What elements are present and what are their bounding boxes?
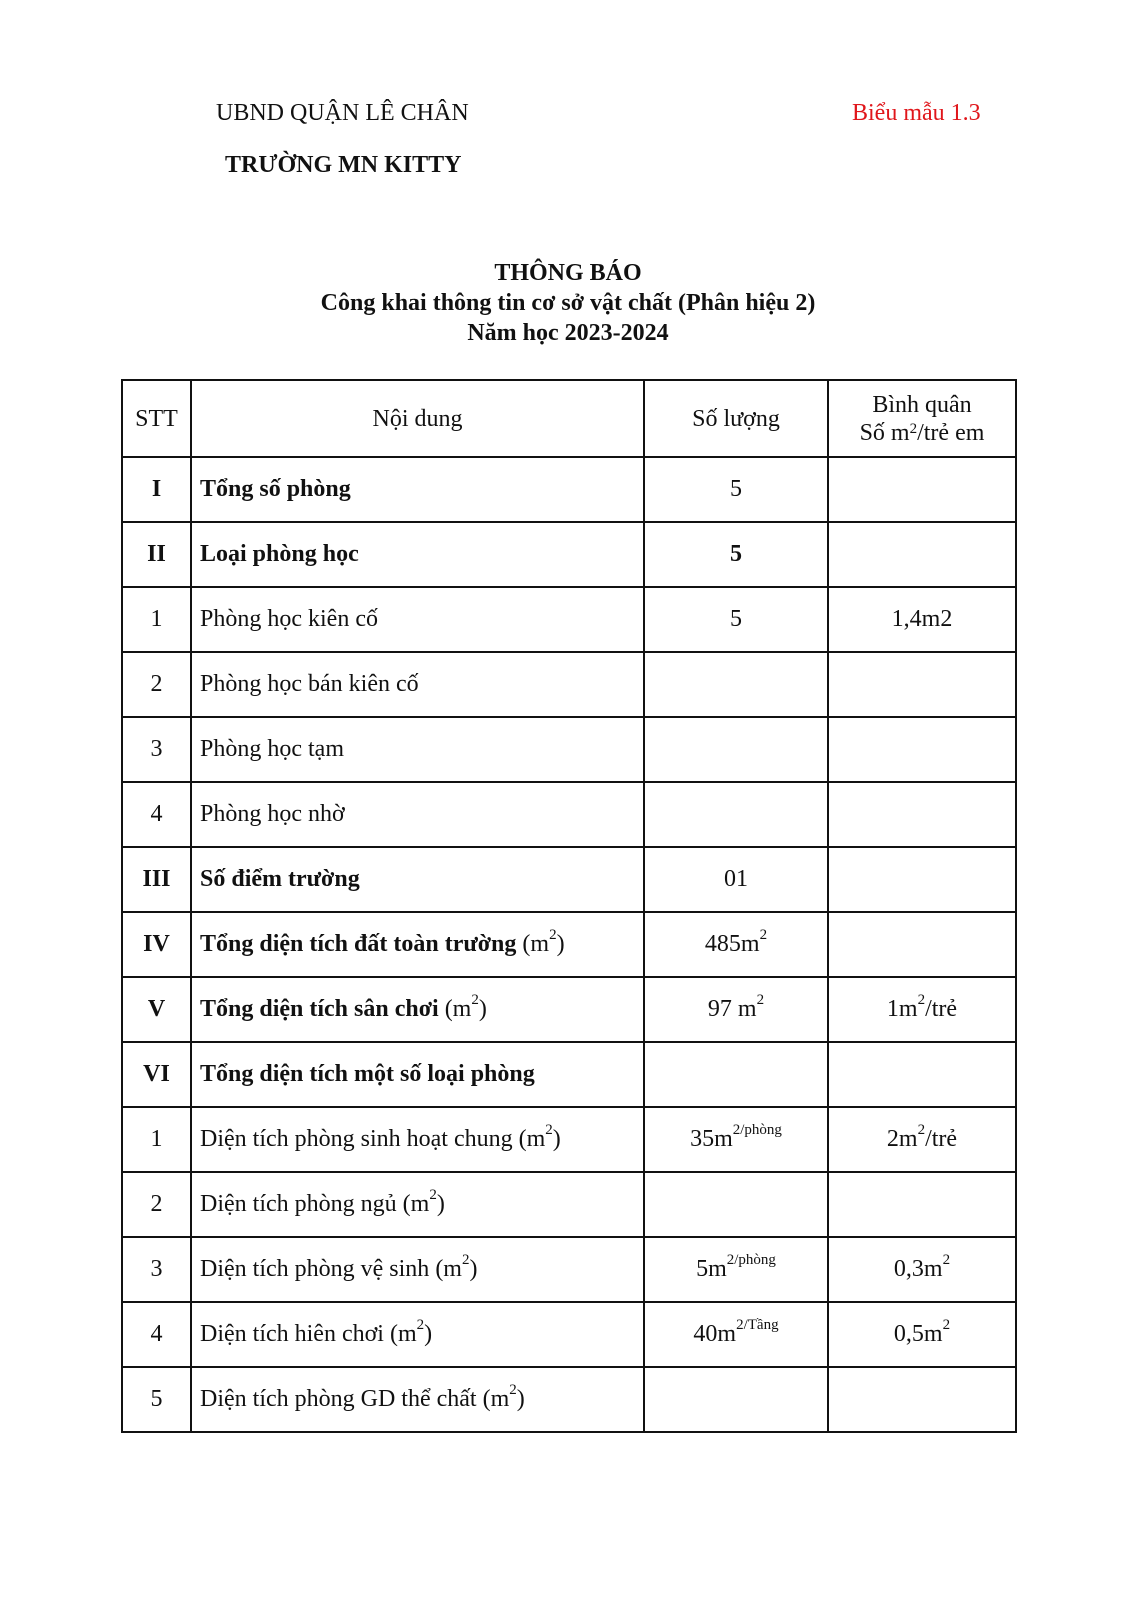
form-number: Biểu mẫu 1.3 <box>852 100 981 126</box>
content-unit: (m <box>438 996 472 1022</box>
school-year: Năm học 2023-2024 <box>467 320 669 346</box>
header-content: Nội dung <box>191 380 644 457</box>
row-average <box>828 1107 1016 1172</box>
row-quantity-value: 97 m <box>707 996 757 1022</box>
content-unit: (m <box>383 1321 417 1347</box>
content-unit-end: ) <box>436 1191 445 1217</box>
content-unit-end: ) <box>424 1321 433 1347</box>
row-content <box>191 652 644 717</box>
row-average-suffix: /trẻ <box>925 996 958 1022</box>
row-content <box>191 847 644 912</box>
content-main: Tổng diện tích sân chơi <box>200 996 439 1022</box>
content-main: Tổng diện tích một số loại phòng <box>200 1061 535 1087</box>
content-main: Phòng học kiên cố <box>200 606 378 632</box>
content-unit: (m <box>429 1256 462 1282</box>
row-quantity-sup: 2 <box>759 927 768 943</box>
content-unit-sup: 2 <box>471 992 479 1008</box>
content-unit-sup: 2 <box>416 1317 425 1333</box>
row-average-sup: 2 <box>917 1122 926 1138</box>
content-unit-end: ) <box>516 1386 525 1412</box>
row-average-value: 1,4m2 <box>891 606 953 632</box>
content-main: Phòng học bán kiên cố <box>200 671 419 697</box>
row-content <box>191 1237 644 1302</box>
row-average-sup: 2 <box>942 1317 951 1333</box>
content-unit-sup: 2 <box>549 927 557 943</box>
row-stt: III <box>122 847 191 912</box>
row-stt: VI <box>122 1042 191 1107</box>
header-average <box>828 380 1016 457</box>
header-quantity: Số lượng <box>644 380 828 457</box>
row-quantity <box>644 977 828 1042</box>
row-average-value: 0,5m <box>893 1321 943 1347</box>
row-average-sup: 2 <box>942 1252 951 1268</box>
row-quantity <box>644 717 828 782</box>
row-stt: 3 <box>122 1237 191 1302</box>
content-main: Số điểm trường <box>200 866 360 892</box>
row-average <box>828 977 1016 1042</box>
row-content <box>191 1172 644 1237</box>
content-main: Loại phòng học <box>200 541 359 567</box>
doc-subtitle: Công khai thông tin cơ sở vật chất (Phân hiệu 2) <box>320 290 816 316</box>
row-stt: 1 <box>122 587 191 652</box>
header-average-pre: Số m <box>859 419 910 446</box>
row-quantity <box>644 1107 828 1172</box>
row-quantity-value: 5 <box>730 606 742 632</box>
content-unit-sup: 2 <box>461 1252 470 1268</box>
row-quantity <box>644 1302 828 1367</box>
row-stt: 4 <box>122 1302 191 1367</box>
content-unit-sup: 2 <box>545 1122 553 1138</box>
row-quantity <box>644 1042 828 1107</box>
row-average <box>828 782 1016 847</box>
row-average-value: 2m <box>886 1126 918 1152</box>
table-row <box>122 652 1016 717</box>
row-stt: 3 <box>122 717 191 782</box>
content-main: Diện tích hiên chơi <box>200 1321 384 1347</box>
content-unit-sup: 2 <box>429 1187 437 1203</box>
table-row <box>122 1042 1016 1107</box>
content-unit-end: ) <box>556 931 565 957</box>
row-quantity <box>644 1367 828 1432</box>
table-row <box>122 1107 1016 1172</box>
content-main: Phòng học tạm <box>200 736 344 762</box>
table-row <box>122 782 1016 847</box>
row-average <box>828 1237 1016 1302</box>
row-content <box>191 587 644 652</box>
row-stt: 1 <box>122 1107 191 1172</box>
row-content <box>191 1367 644 1432</box>
row-quantity <box>644 847 828 912</box>
row-quantity <box>644 587 828 652</box>
row-quantity <box>644 1172 828 1237</box>
row-quantity <box>644 782 828 847</box>
table-row <box>122 1237 1016 1302</box>
content-unit: (m <box>516 931 550 957</box>
row-average <box>828 587 1016 652</box>
row-quantity-value: 35m <box>690 1126 733 1152</box>
row-quantity <box>644 457 828 522</box>
content-unit-sup: 2 <box>509 1382 517 1398</box>
row-content <box>191 1107 644 1172</box>
row-stt: 5 <box>122 1367 191 1432</box>
table-row <box>122 587 1016 652</box>
row-average <box>828 652 1016 717</box>
header-average-line1: Bình quân <box>872 391 972 418</box>
content-main: Tổng số phòng <box>200 476 351 502</box>
row-quantity-value: 485m <box>704 931 760 957</box>
school-name: TRƯỜNG MN KITTY <box>225 152 462 178</box>
content-main: Diện tích phòng sinh hoạt chung <box>200 1126 513 1152</box>
authority-name: UBND QUẬN LÊ CHÂN <box>216 100 469 126</box>
row-average <box>828 717 1016 782</box>
content-main: Diện tích phòng vệ sinh <box>200 1256 430 1282</box>
row-quantity-sup: 2/phòng <box>726 1252 776 1268</box>
row-quantity-value: 5 <box>730 476 742 502</box>
content-unit-end: ) <box>478 996 487 1022</box>
row-average <box>828 457 1016 522</box>
table-header-row <box>122 380 1016 457</box>
row-content <box>191 1042 644 1107</box>
row-quantity-sup: 2/phòng <box>732 1122 782 1138</box>
content-unit-end: ) <box>552 1126 561 1152</box>
content-unit-end: ) <box>469 1256 478 1282</box>
row-average <box>828 1367 1016 1432</box>
row-average <box>828 1172 1016 1237</box>
row-average <box>828 1042 1016 1107</box>
row-content <box>191 522 644 587</box>
table-row <box>122 522 1016 587</box>
row-stt: IV <box>122 912 191 977</box>
row-quantity-sup: 2/Tầng <box>736 1317 779 1333</box>
content-unit: (m <box>396 1191 430 1217</box>
content-main: Tổng diện tích đất toàn trường <box>200 931 517 957</box>
row-quantity-value: 5m <box>696 1256 727 1282</box>
row-quantity <box>644 912 828 977</box>
table-row <box>122 1302 1016 1367</box>
content-main: Diện tích phòng GD thể chất <box>200 1386 477 1412</box>
header-stt: STT <box>122 380 191 457</box>
table-row <box>122 1172 1016 1237</box>
row-quantity <box>644 522 828 587</box>
row-average-value: 1m <box>886 996 918 1022</box>
table-row <box>122 1367 1016 1432</box>
row-stt: 4 <box>122 782 191 847</box>
row-average-value: 0,3m <box>893 1256 943 1282</box>
row-quantity-value: 40m <box>693 1321 737 1347</box>
row-content <box>191 717 644 782</box>
table-row <box>122 457 1016 522</box>
content-unit: (m <box>512 1126 546 1152</box>
row-stt: 2 <box>122 652 191 717</box>
content-unit: (m <box>476 1386 510 1412</box>
row-content <box>191 782 644 847</box>
content-main: Phòng học nhờ <box>200 801 345 827</box>
row-stt: II <box>122 522 191 587</box>
row-average <box>828 847 1016 912</box>
row-content <box>191 977 644 1042</box>
row-average <box>828 912 1016 977</box>
content-main: Diện tích phòng ngủ <box>200 1191 397 1217</box>
row-average-suffix: /trẻ <box>925 1126 958 1152</box>
row-content <box>191 912 644 977</box>
row-content <box>191 1302 644 1367</box>
row-quantity-sup: 2 <box>756 992 765 1008</box>
row-average <box>828 522 1016 587</box>
row-content <box>191 457 644 522</box>
facilities-table <box>121 379 1017 1433</box>
header-average-sup: 2 <box>909 420 918 437</box>
row-stt: V <box>122 977 191 1042</box>
row-quantity <box>644 652 828 717</box>
table-row <box>122 847 1016 912</box>
row-average <box>828 1302 1016 1367</box>
doc-title: THÔNG BÁO <box>494 260 642 286</box>
row-average-sup: 2 <box>917 992 926 1008</box>
row-quantity-value: 5 <box>730 541 742 567</box>
header-average-post: /trẻ em <box>917 419 985 446</box>
row-stt: I <box>122 457 191 522</box>
table-row <box>122 912 1016 977</box>
row-stt: 2 <box>122 1172 191 1237</box>
row-quantity-value: 01 <box>724 866 748 892</box>
row-quantity <box>644 1237 828 1302</box>
table-row <box>122 717 1016 782</box>
table-row <box>122 977 1016 1042</box>
